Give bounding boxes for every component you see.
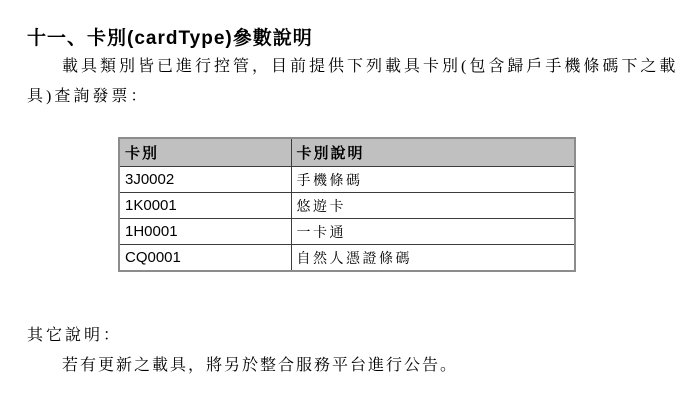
- card-type-code: 3J0002: [119, 167, 291, 193]
- table-row: [119, 193, 575, 219]
- card-type-description: 悠遊卡: [291, 193, 575, 219]
- section-title: 十一、卡別(cardType)參數說明: [27, 27, 313, 49]
- table-row: [119, 219, 575, 245]
- column-header-card-type: 卡別: [119, 138, 291, 167]
- card-type-description: 自然人憑證條碼: [291, 245, 575, 272]
- column-header-card-description: 卡別說明: [291, 138, 575, 167]
- card-type-table: [118, 137, 576, 272]
- card-type-description: 一卡通: [291, 219, 575, 245]
- table-row: [119, 167, 575, 193]
- table-header-row: [119, 138, 575, 167]
- other-notes-heading: 其它說明：: [27, 327, 123, 344]
- intro-paragraph-line2: 具)查詢發票：: [27, 88, 150, 105]
- intro-paragraph-line1: 載具類別皆已進行控管，目前提供下列載具卡別(包含歸戶手機條碼下之載: [62, 58, 679, 75]
- card-type-code: CQ0001: [119, 245, 291, 272]
- card-type-code: 1H0001: [119, 219, 291, 245]
- card-type-description: 手機條碼: [291, 167, 575, 193]
- table-row: [119, 245, 575, 272]
- other-notes-body: 若有更新之載具，將另於整合服務平台進行公告。: [62, 357, 459, 374]
- card-type-code: 1K0001: [119, 193, 291, 219]
